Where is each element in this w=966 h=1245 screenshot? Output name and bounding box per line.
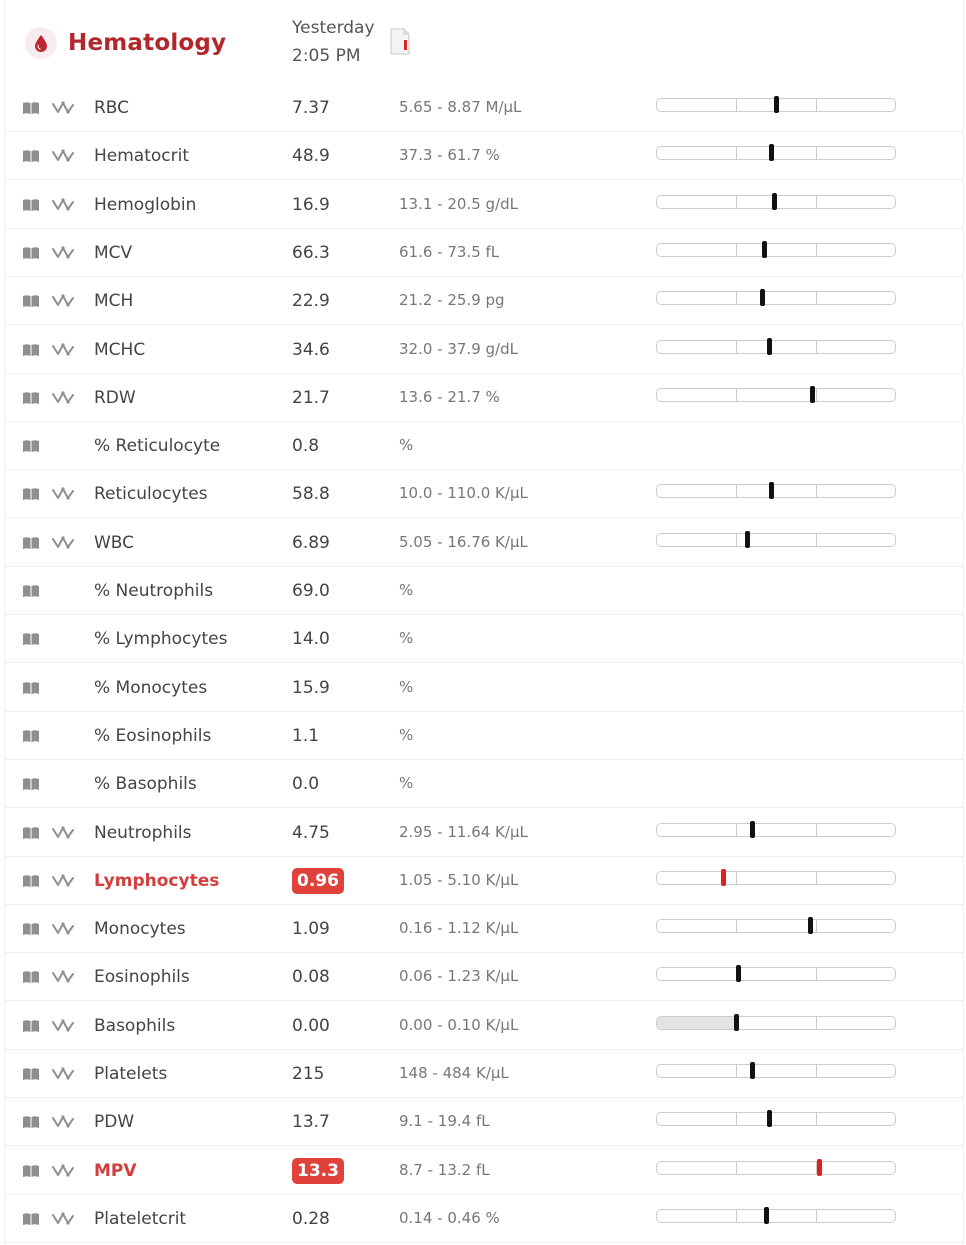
result-row[interactable] — [5, 1002, 963, 1050]
value-marker — [745, 531, 750, 548]
result-row[interactable] — [5, 277, 963, 325]
range-low-tick — [736, 824, 737, 836]
range-low-tick — [736, 1065, 737, 1077]
value-marker — [769, 482, 774, 499]
trend-icon[interactable] — [52, 968, 76, 984]
book-icon[interactable] — [22, 148, 40, 162]
test-value: 0.28 — [292, 1208, 330, 1229]
book-icon[interactable] — [22, 776, 40, 790]
value-marker — [769, 144, 774, 161]
test-value: 6.89 — [292, 532, 330, 553]
result-row[interactable] — [5, 1147, 963, 1195]
result-row[interactable] — [5, 567, 963, 615]
test-value: 0.96 — [292, 868, 344, 894]
range-low-tick — [736, 244, 737, 256]
reference-range: 0.00 - 0.10 K/µL — [399, 1015, 519, 1034]
reference-range: 10.0 - 110.0 K/µL — [399, 484, 528, 503]
value-marker — [817, 1159, 822, 1176]
test-value: 16.9 — [292, 194, 330, 215]
range-high-tick — [816, 1210, 817, 1222]
reference-range: 148 - 484 K/µL — [399, 1064, 509, 1082]
book-icon[interactable] — [22, 486, 40, 500]
book-icon[interactable] — [22, 631, 40, 645]
test-name[interactable]: Reticulocytes — [94, 484, 208, 505]
trend-icon[interactable] — [52, 824, 76, 840]
reference-range: % — [399, 629, 414, 648]
result-row[interactable] — [5, 1050, 963, 1098]
value-marker — [767, 338, 772, 355]
test-value: 0.8 — [292, 436, 320, 457]
test-value: 34.6 — [292, 339, 330, 360]
book-icon[interactable] — [22, 969, 40, 983]
reference-range: 13.1 - 20.5 g/dL — [399, 194, 518, 213]
trend-icon[interactable] — [52, 534, 76, 550]
range-bar — [656, 243, 896, 257]
test-name[interactable]: % Monocytes — [94, 677, 208, 698]
range-bar — [656, 1161, 896, 1175]
value-marker — [721, 869, 726, 886]
result-row[interactable] — [5, 809, 963, 857]
trend-icon[interactable] — [52, 147, 76, 163]
test-value: 21.7 — [292, 387, 330, 408]
value-marker — [764, 1207, 769, 1224]
result-row[interactable] — [5, 1195, 963, 1243]
test-name[interactable]: % Neutrophils — [94, 581, 214, 601]
result-row[interactable] — [5, 470, 963, 518]
test-name[interactable]: Neutrophils — [94, 822, 192, 843]
reference-range: 61.6 - 73.5 fL — [399, 242, 500, 261]
reference-range: 9.1 - 19.4 fL — [399, 1112, 490, 1131]
value-marker — [808, 917, 813, 934]
range-low-tick — [736, 389, 737, 401]
test-name[interactable]: Platelets — [94, 1064, 168, 1084]
date-time: 2:05 PM — [292, 46, 361, 66]
trend-icon[interactable] — [52, 196, 76, 212]
trend-icon[interactable] — [52, 389, 76, 405]
test-name[interactable]: WBC — [94, 532, 135, 553]
book-icon[interactable] — [22, 1163, 40, 1177]
trend-icon[interactable] — [52, 244, 76, 260]
reference-range: 1.05 - 5.10 K/µL — [399, 870, 519, 889]
reference-range: % — [399, 436, 414, 455]
reference-range: 0.14 - 0.46 % — [399, 1208, 500, 1227]
value-marker — [767, 1110, 772, 1127]
reference-range: % — [399, 774, 414, 793]
test-name[interactable]: MCH — [94, 291, 134, 312]
book-icon[interactable] — [22, 390, 40, 404]
trend-icon[interactable] — [52, 1113, 76, 1129]
book-icon[interactable] — [22, 342, 40, 356]
range-high-tick — [816, 147, 817, 159]
reference-range: 37.3 - 61.7 % — [399, 146, 500, 165]
range-low-tick — [736, 1162, 737, 1174]
test-name[interactable]: PDW — [94, 1112, 135, 1133]
book-icon[interactable] — [22, 245, 40, 259]
test-name[interactable]: Lymphocytes — [94, 870, 220, 891]
range-high-tick — [816, 920, 817, 932]
reference-range: 0.06 - 1.23 K/µL — [399, 967, 519, 986]
test-value: 215 — [292, 1064, 325, 1084]
result-date — [292, 14, 375, 70]
reference-range: 13.6 - 21.7 % — [399, 387, 500, 406]
book-icon[interactable] — [22, 535, 40, 549]
book-icon[interactable] — [22, 921, 40, 935]
trend-icon[interactable] — [52, 1210, 76, 1226]
range-bar — [656, 1112, 896, 1126]
trend-icon[interactable] — [52, 920, 76, 936]
range-high-tick — [816, 292, 817, 304]
range-high-tick — [816, 1017, 817, 1029]
result-row[interactable] — [5, 519, 963, 567]
test-value: 1.1 — [292, 725, 320, 746]
panel-header — [5, 0, 963, 84]
book-icon[interactable] — [22, 873, 40, 887]
range-bar — [656, 146, 896, 160]
test-value: 14.0 — [292, 629, 330, 650]
reference-range: 2.95 - 11.64 K/µL — [399, 822, 528, 841]
test-value: 13.7 — [292, 1112, 330, 1133]
trend-icon[interactable] — [52, 292, 76, 308]
range-high-tick — [816, 824, 817, 836]
test-value: 4.75 — [292, 822, 330, 843]
range-high-tick — [816, 485, 817, 497]
range-bar-fill — [657, 1017, 737, 1029]
result-row[interactable] — [5, 712, 963, 760]
book-icon[interactable] — [22, 1018, 40, 1032]
range-bar — [656, 340, 896, 354]
book-icon[interactable] — [22, 1114, 40, 1128]
test-value: 15.9 — [292, 677, 330, 698]
test-value: 22.9 — [292, 291, 330, 312]
trend-icon[interactable] — [52, 872, 76, 888]
range-bar — [656, 291, 896, 305]
test-name[interactable]: RBC — [94, 98, 130, 118]
book-icon[interactable] — [22, 197, 40, 211]
range-bar — [656, 919, 896, 933]
result-row[interactable] — [5, 615, 963, 663]
value-marker — [750, 821, 755, 838]
range-bar — [656, 871, 896, 885]
book-icon[interactable] — [22, 1066, 40, 1080]
result-row[interactable] — [5, 326, 963, 374]
document-icon[interactable] — [390, 28, 410, 55]
value-marker — [774, 96, 779, 113]
test-value: 0.00 — [292, 1015, 330, 1036]
book-icon[interactable] — [22, 680, 40, 694]
test-name[interactable]: RDW — [94, 387, 136, 408]
result-row[interactable] — [5, 84, 963, 132]
reference-range: 5.05 - 16.76 K/µL — [399, 532, 528, 551]
range-high-tick — [816, 99, 817, 111]
range-low-tick — [736, 920, 737, 932]
range-low-tick — [736, 99, 737, 111]
book-icon[interactable] — [22, 438, 40, 452]
trend-icon[interactable] — [52, 1065, 76, 1081]
test-name[interactable]: Eosinophils — [94, 967, 190, 988]
result-row[interactable] — [5, 132, 963, 180]
trend-icon[interactable] — [52, 1162, 76, 1178]
book-icon[interactable] — [22, 583, 40, 597]
range-low-tick — [736, 341, 737, 353]
range-low-tick — [736, 196, 737, 208]
book-icon[interactable] — [22, 825, 40, 839]
reference-range: % — [399, 725, 414, 744]
result-row[interactable] — [5, 229, 963, 277]
date-day: Yesterday — [292, 18, 375, 38]
range-low-tick — [736, 534, 737, 546]
result-row[interactable] — [5, 422, 963, 470]
range-low-tick — [736, 485, 737, 497]
test-value: 48.9 — [292, 146, 330, 167]
test-value: 1.09 — [292, 919, 330, 940]
result-row[interactable] — [5, 953, 963, 1001]
value-marker — [736, 965, 741, 982]
range-high-tick — [816, 534, 817, 546]
trend-icon[interactable] — [52, 341, 76, 357]
value-marker — [810, 386, 815, 403]
value-marker — [760, 289, 765, 306]
range-high-tick — [816, 244, 817, 256]
range-high-tick — [816, 1113, 817, 1125]
range-high-tick — [816, 872, 817, 884]
book-icon[interactable] — [22, 1211, 40, 1225]
hematology-panel — [4, 0, 964, 1245]
trend-icon[interactable] — [52, 99, 76, 115]
result-row[interactable] — [5, 1098, 963, 1146]
test-name[interactable]: % Basophils — [94, 774, 197, 795]
range-bar — [656, 533, 896, 547]
book-icon[interactable] — [22, 100, 40, 114]
reference-range: 32.0 - 37.9 g/dL — [399, 339, 518, 358]
reference-range: 0.16 - 1.12 K/µL — [399, 919, 519, 938]
range-low-tick — [736, 1210, 737, 1222]
test-value: 13.3 — [292, 1158, 344, 1184]
range-low-tick — [736, 1113, 737, 1125]
range-bar — [656, 967, 896, 981]
panel-title: Hematology — [68, 30, 227, 56]
trend-icon[interactable] — [52, 485, 76, 501]
test-value: 69.0 — [292, 581, 330, 601]
test-value: 0.0 — [292, 774, 320, 795]
reference-range: % — [399, 581, 414, 599]
range-high-tick — [816, 389, 817, 401]
range-bar — [656, 388, 896, 402]
test-name[interactable]: MPV — [94, 1160, 137, 1181]
result-row[interactable] — [5, 664, 963, 712]
range-low-tick — [736, 292, 737, 304]
range-bar — [656, 1064, 896, 1078]
range-bar — [656, 1209, 896, 1223]
test-name[interactable]: Plateletcrit — [94, 1208, 187, 1229]
value-marker — [750, 1062, 755, 1079]
test-name[interactable]: Basophils — [94, 1015, 176, 1036]
range-bar — [656, 823, 896, 837]
range-bar — [656, 1016, 896, 1030]
test-name[interactable]: MCV — [94, 242, 133, 263]
result-row[interactable] — [5, 181, 963, 229]
range-bar — [656, 484, 896, 498]
result-row[interactable] — [5, 857, 963, 905]
test-name[interactable]: % Lymphocytes — [94, 629, 228, 650]
test-value: 0.08 — [292, 967, 330, 988]
book-icon[interactable] — [22, 728, 40, 742]
result-row[interactable] — [5, 374, 963, 422]
test-name[interactable]: Hematocrit — [94, 146, 190, 167]
reference-range: 8.7 - 13.2 fL — [399, 1160, 490, 1179]
reference-range: 5.65 - 8.87 M/µL — [399, 98, 522, 116]
result-row[interactable] — [5, 760, 963, 808]
value-marker — [734, 1014, 739, 1031]
range-high-tick — [816, 196, 817, 208]
test-name[interactable]: Hemoglobin — [94, 194, 197, 215]
range-low-tick — [736, 147, 737, 159]
range-low-tick — [736, 872, 737, 884]
test-value: 66.3 — [292, 242, 330, 263]
range-high-tick — [816, 341, 817, 353]
test-name[interactable]: % Reticulocyte — [94, 436, 221, 457]
value-marker — [762, 241, 767, 258]
drop-icon — [25, 27, 57, 59]
reference-range: 21.2 - 25.9 pg — [399, 291, 505, 310]
reference-range: % — [399, 677, 414, 696]
range-high-tick — [816, 1065, 817, 1077]
test-name[interactable]: MCHC — [94, 339, 146, 360]
test-value: 7.37 — [292, 98, 330, 118]
test-value: 58.8 — [292, 484, 330, 505]
book-icon[interactable] — [22, 293, 40, 307]
test-name[interactable]: % Eosinophils — [94, 725, 212, 746]
trend-icon[interactable] — [52, 1017, 76, 1033]
result-row[interactable] — [5, 905, 963, 953]
test-name[interactable]: Monocytes — [94, 919, 186, 940]
value-marker — [772, 193, 777, 210]
range-high-tick — [816, 968, 817, 980]
